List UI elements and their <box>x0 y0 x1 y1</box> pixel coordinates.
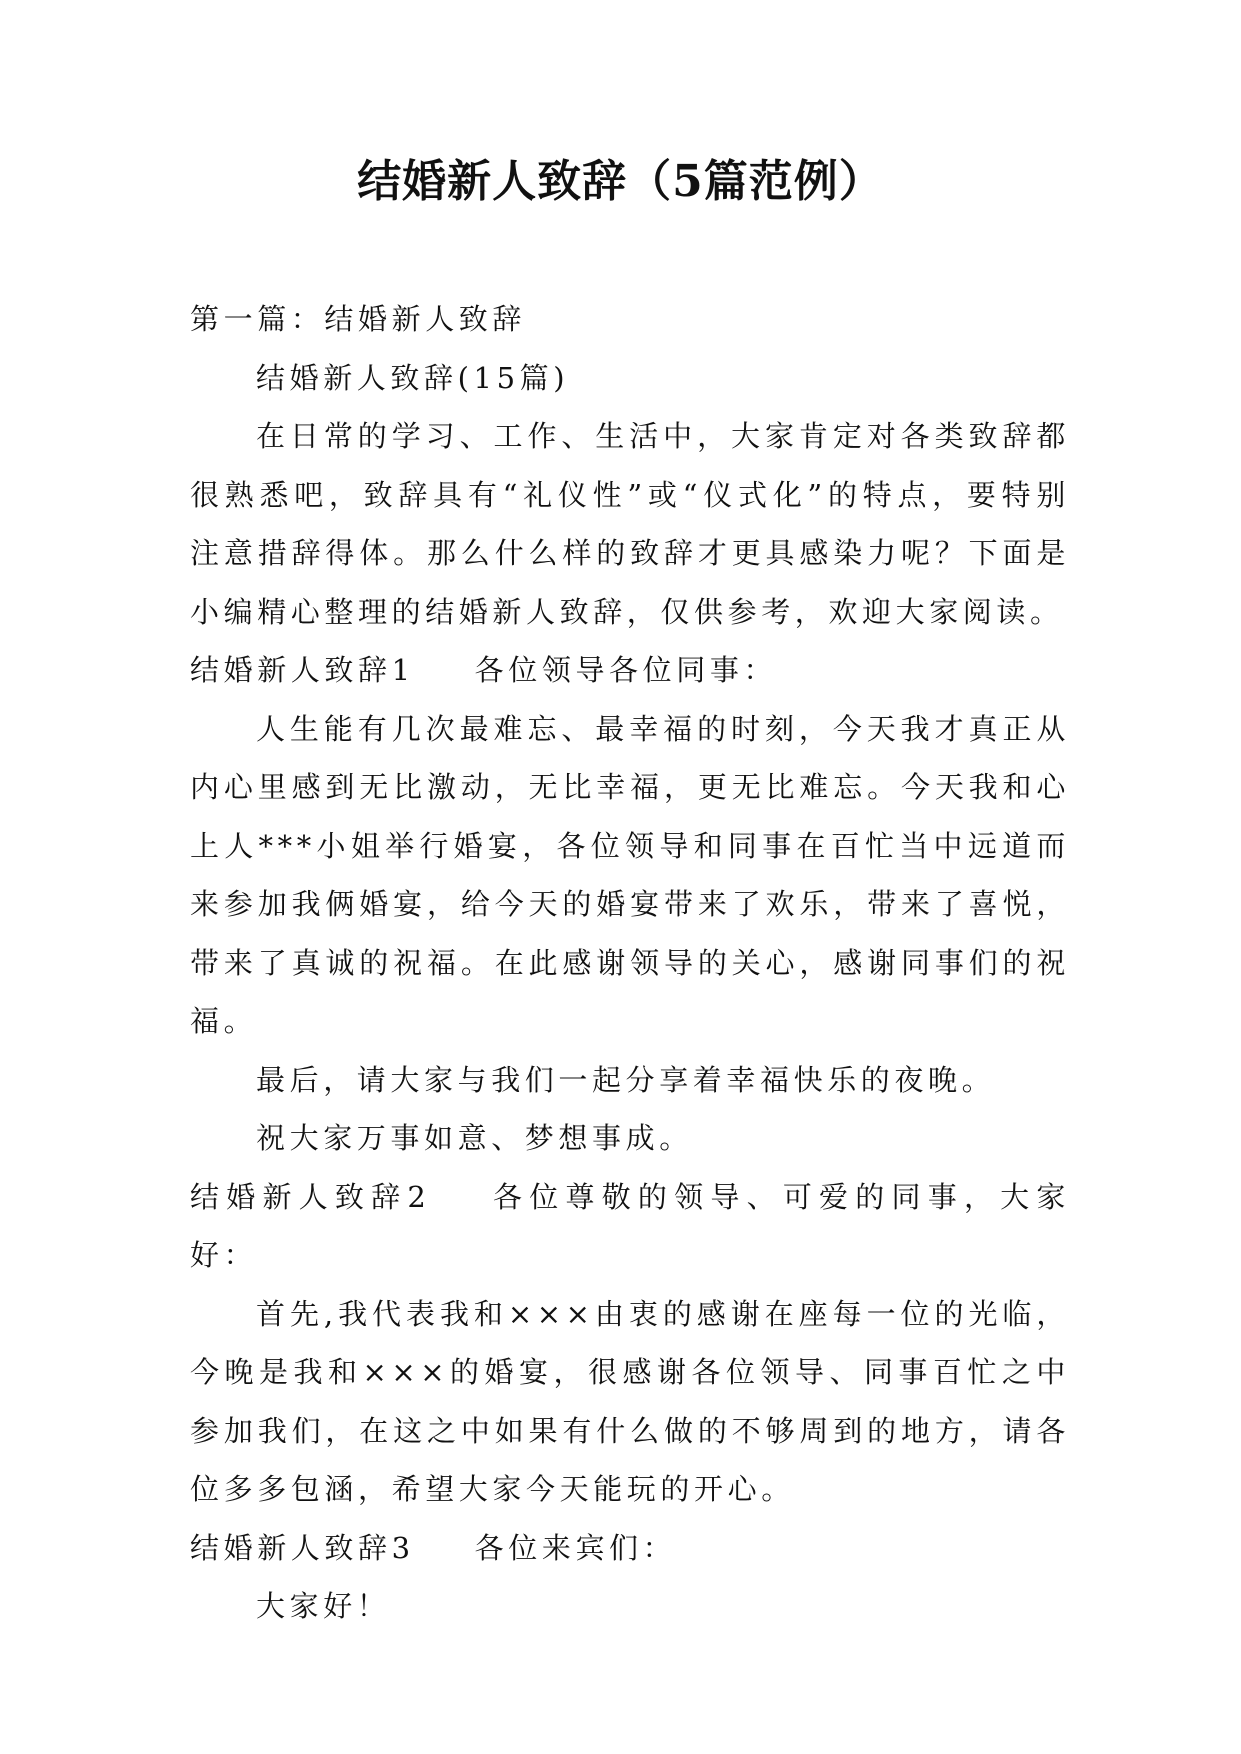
speech-1-wish: 祝大家万事如意、梦想事成。 <box>256 1121 693 1155</box>
speech-salutation-2: 各位尊敬的领导、可爱的同事，大家好： <box>190 1179 1070 1272</box>
document-body <box>190 290 1070 1636</box>
speech-title-1: 结婚新人致辞1 <box>190 653 415 687</box>
section-heading: 第一篇：结婚新人致辞 <box>190 302 527 336</box>
speech-title-2: 结婚新人致辞2 <box>190 1179 431 1214</box>
speech-heading-2 <box>190 1168 1070 1285</box>
document-title: 结婚新人致辞（5篇范例） <box>357 156 884 207</box>
speech-heading-3 <box>190 1519 1070 1578</box>
speech-salutation-1: 各位领导各位同事： <box>474 653 778 687</box>
speech-title-3: 结婚新人致辞3 <box>190 1530 415 1565</box>
speech-1-paragraph: 人生能有几次最难忘、最幸福的时刻，今天我才真正从内心里感到无比激动，无比幸福，更无比难忘。今天我和心上人***小姐举行婚宴，各位领导和同事在百忙当中远道而来参加我俩婚宴，给今天的婚宴带来了欢乐，带来了喜悦，带来了真诚的祝福。在此感谢领导的关心，感谢同事们的祝福。 <box>190 711 1070 1038</box>
speech-2-paragraph: 首先,我代表我和×××由衷的感谢在座每一位的光临，今晚是我和×××的婚宴，很感谢各位领导、同事百忙之中参加我们，在这之中如果有什么做的不够周到的地方，请各位多多包涵，希望大家今天能玩的开心。 <box>190 1296 1070 1506</box>
subtitle-paragraph: 结婚新人致辞(15篇) <box>256 360 570 395</box>
speech-heading-1 <box>190 641 1070 700</box>
speech-3-greeting: 大家好！ <box>256 1589 391 1623</box>
intro-paragraph: 在日常的学习、工作、生活中，大家肯定对各类致辞都很熟悉吧，致辞具有“礼仪性”或“仪式化”的特点，要特别注意措辞得体。那么什么样的致辞才更具感染力呢？下面是小编精心整理的结婚新人致辞，仅供参考，欢迎大家阅读。 <box>190 419 1070 629</box>
speech-1-closing: 最后，请大家与我们一起分享着幸福快乐的夜晚。 <box>256 1062 996 1097</box>
speech-salutation-3: 各位来宾们： <box>474 1530 677 1565</box>
